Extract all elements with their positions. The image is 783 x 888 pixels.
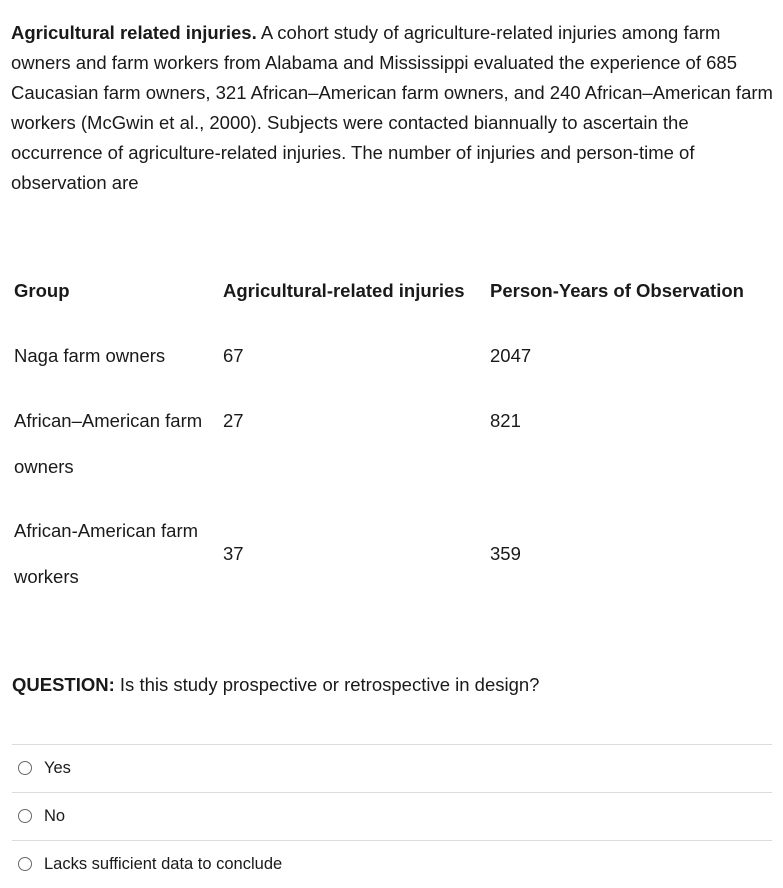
radio-button[interactable] bbox=[18, 809, 32, 823]
header-injuries: Agricultural-related injuries bbox=[223, 280, 465, 301]
header-group: Group bbox=[14, 280, 70, 301]
row-injuries: 67 bbox=[223, 345, 244, 366]
question-label: QUESTION: bbox=[12, 674, 115, 695]
row-injuries: 37 bbox=[223, 543, 244, 564]
header-person-years: Person-Years of Observation bbox=[490, 280, 744, 301]
row-group-continued: workers bbox=[14, 566, 79, 587]
radio-button[interactable] bbox=[18, 857, 32, 871]
row-group: Naga farm owners bbox=[14, 345, 166, 366]
row-person-years: 821 bbox=[490, 410, 521, 431]
option-label: Yes bbox=[44, 759, 71, 777]
option-no[interactable] bbox=[12, 792, 772, 840]
question-body: Is this study prospective or retrospective in design? bbox=[114, 674, 540, 695]
option-yes[interactable] bbox=[12, 744, 772, 792]
intro-title: Agricultural related injuries. bbox=[11, 22, 257, 43]
answer-options bbox=[12, 744, 772, 888]
row-person-years: 2047 bbox=[490, 345, 532, 366]
option-label: No bbox=[44, 807, 66, 825]
row-group: African-American farm bbox=[14, 520, 199, 541]
intro-text: A cohort study of agriculture-related injuries among farm owners and farm workers from Alabama and Mississippi evaluated the experience of 685 Caucasian farm owners, 321 African–American farm owners, and 240 African–American farm workers (McGwin et al., 2000). Subjects were contacted biannually to ascertain the occurrence of agriculture-related injuries. The number of injuries and person-time of observation are bbox=[11, 22, 773, 193]
radio-button[interactable] bbox=[18, 761, 32, 775]
row-injuries: 27 bbox=[223, 410, 244, 431]
option-label: Lacks sufficient data to conclude bbox=[44, 855, 283, 873]
row-group-continued: owners bbox=[14, 456, 74, 477]
row-group: African–American farm bbox=[14, 410, 203, 431]
question-text bbox=[12, 672, 539, 698]
row-person-years: 359 bbox=[490, 543, 521, 564]
option-lacks-data[interactable] bbox=[12, 840, 772, 888]
